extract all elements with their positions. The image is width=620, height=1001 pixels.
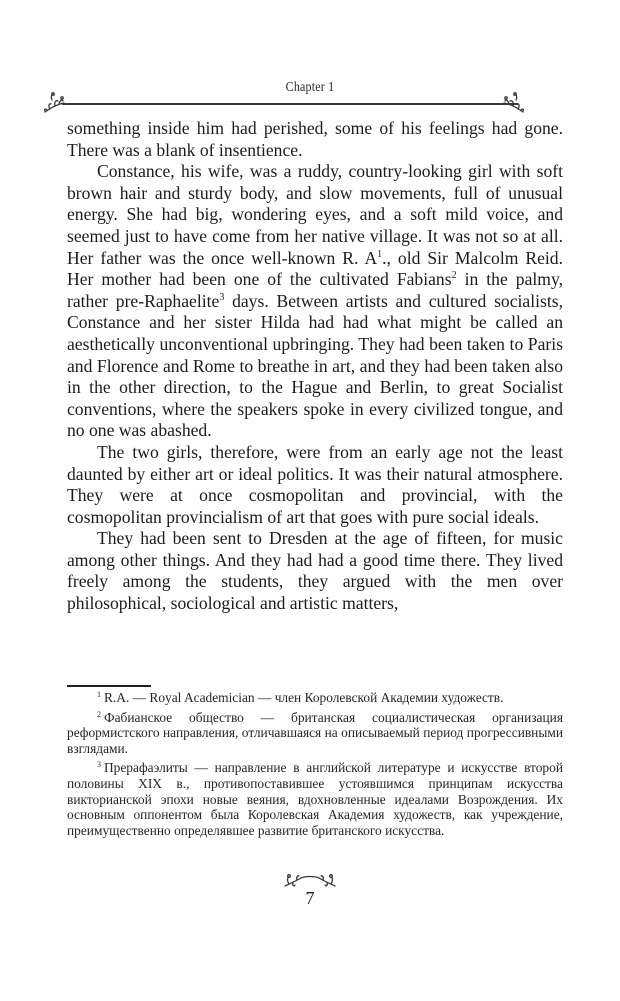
paragraph: They had been sent to Dresden at the age of fifteen, for music among other things. And they had had a good time there. They lived freely among the students, they argued with the men over philosophical, sociological and artistic matters,	[67, 528, 563, 614]
footnote-text: Фабианское общество — британская социалистическая организация реформистского направления, отличавшаяся на описываемый период прогрессивными взглядами.	[67, 709, 563, 756]
paragraph-text: ., old Sir Malcolm Reid. Her mother had been one of the cultivated Fabians	[67, 247, 563, 290]
footnotes	[67, 690, 563, 842]
running-header-title: Chapter 1	[285, 80, 335, 95]
footnote-ref-3[interactable]: 3	[219, 291, 225, 303]
footnote-number: 1	[97, 690, 101, 699]
body-text	[67, 118, 563, 615]
floral-flourish-icon	[502, 88, 526, 114]
paragraph: something inside him had perished, some of his feelings had gone. There was a blank of insentience.	[67, 118, 563, 160]
paragraph-text: Constance, his wife, was a ruddy, country-looking girl with soft brown hair and sturdy body, and slow movements, full of unusual energy. She had big, wondering eyes, and a soft mild voice, and seemed just to have come from her native village. It was not so at all. Her father was the once well-known R. A	[67, 161, 563, 268]
footnote-1	[67, 690, 563, 706]
paragraph: The two girls, therefore, were from an early age not the least daunted by either art or ideal politics. It was their natural atmosphere. They were at once cosmopolitan and provincial, with the cosmopolitan provincialism of art that goes with pure social ideals.	[67, 441, 563, 527]
footnote-separator	[67, 685, 151, 687]
footnote-3	[67, 760, 563, 838]
footnote-text: Прерафаэлиты — направление в английской литературе и искусстве второй половины XIX в., противопоставившее устоявшимся принципам искусства викторианской эпохи новые веяния, вдохновленные идеалами Возрождения. Их основным оппонентом была Королевская Академия художеств, как учреждение, преимущественно определявшее развитие британского искусства.	[67, 760, 563, 838]
paragraph	[67, 161, 563, 442]
floral-flourish-icon	[42, 88, 66, 114]
paragraph-text: days. Between artists and cultured socialists, Constance and her sister Hilda had had what might be called an aesthetically unconventional upbringing. They had been taken to Paris and Florence and Rome to breathe in art, and they had been taken also in the other direction, to the Hague and Berlin, to great Socialist conventions, where the speakers spoke in every civilized tongue, and no one was abashed.	[67, 290, 563, 441]
footnote-number: 2	[97, 709, 101, 719]
footnote-text: R.A. — Royal Academician — член Королевской Академии художеств.	[104, 690, 504, 705]
paragraph-text: in the palmy, rather pre-Raphaelite	[67, 269, 564, 311]
header-rule	[62, 103, 518, 105]
footnote-number: 3	[97, 760, 101, 770]
footnote-ref-2[interactable]: 2	[451, 270, 457, 282]
footnote-2	[67, 710, 563, 757]
footnote-ref-1[interactable]: 1	[377, 248, 383, 260]
page-number: 7	[305, 888, 315, 908]
